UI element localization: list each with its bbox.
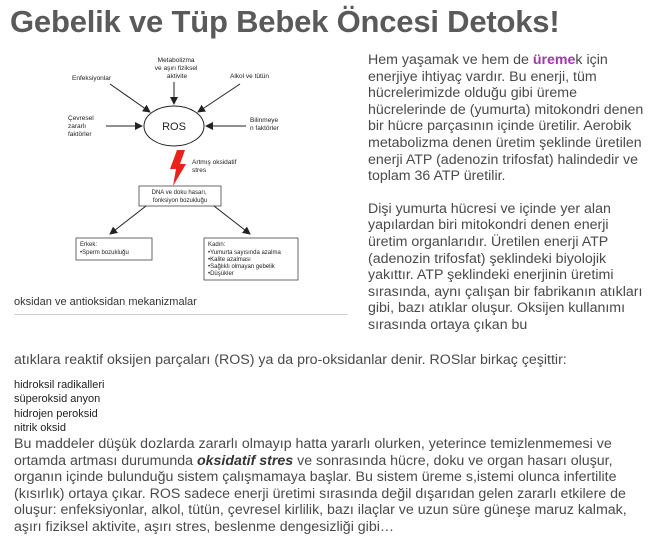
ros-mechanism-diagram — [14, 50, 348, 295]
arrow-female — [214, 206, 250, 234]
infection-label: Enfeksiyonlar — [72, 75, 112, 82]
p3-text-start: Bu maddeler düşük dozlarda zararlı olmayıp hatta yararlı olurken, yeterince temizlenmemesi ve ortamda artması durumunda — [14, 436, 612, 469]
arrow-alcohol — [198, 84, 240, 112]
arrow-infection — [110, 84, 150, 112]
page-title: Gebelik ve Tüp Bebek Öncesi Detoks! — [10, 4, 560, 39]
male-label: Erkek: •Sperm bozukluğu — [80, 242, 129, 256]
list-item: nitrik oksid — [14, 421, 66, 434]
environmental-label: Çevresel zararlı faktörler — [68, 115, 94, 138]
figure-caption: oksidan ve antioksidan mekanizmalar — [14, 296, 197, 308]
paragraph-mitochondria: Dişi yumurta hücresi ve içinde yer alan yapılardan biri mitokondri denen enerji üretim organlarıdır. Üretilen enerji ATP (adenozin trifosfat) şeklindeki biyolojik yakıttır. ATP şeklindeki enerjinin üretimi sırasında, aynı çalışan bir fabrikanın atıkları gibi, bazı atıklar oluşur. Oksijen kullanımı sırasında ortaya çıkan bu — [368, 200, 643, 333]
arrow-male — [110, 206, 146, 234]
damage-label: DNA ve doku hasarı, fonksiyon bozukluğu — [151, 190, 208, 204]
paragraph-ros-intro: atıklara reaktif oksijen parçaları (ROS) ya da pro-oksidanlar denir. ROSlar birkaç çeşittir: — [14, 352, 567, 368]
unknown-factors-label: Bilinmeye n faktörler — [250, 117, 279, 132]
paragraph-oxidative-stress — [14, 436, 654, 536]
intro-column — [368, 52, 650, 334]
ros-label: ROS — [162, 121, 186, 133]
caption-divider — [14, 314, 348, 315]
ros-types-list — [14, 378, 104, 435]
list-item: hidroksil radikalleri — [14, 379, 105, 391]
list-item: süperoksid anyon — [14, 393, 101, 406]
oxidative-stress-bolt-icon — [170, 150, 186, 186]
metabolism-label: Metabolizma ve aşırı fiziksel aktivite — [154, 57, 198, 80]
paragraph-energy — [368, 52, 650, 185]
list-item: hidrojen peroksid — [14, 407, 98, 420]
ureme-link[interactable]: üreme — [532, 52, 576, 68]
oxidative-stress-label: Artmış oksidatif stres — [192, 159, 237, 174]
alcohol-label: Alkol ve tütün — [230, 73, 270, 80]
p1-text-start: Hem yaşamak ve hem de — [368, 52, 533, 68]
p3-text-end: ve sonrasında hücre, doku ve organ hasarı oluşur, organın içinde bulunduğu sistem çalışmamaya başlar. Bu sistem üreme s,istemi olunca infertilite (kısırlık) ortaya çıkar. ROS sadece enerji üretimi sırasında değil dışarıdan gelen zararlı etkilere de oluşur: enfeksiyonlar, alkol, tütün, çevresel kirlilik, bazı ilaçlar ve uzun süre güneşe maruz kalmak, aşırı fiziksel aktivite, aşırı stres, beslenme dengesizliği gibi… — [14, 452, 627, 535]
female-label: Kadın: •Yumurta sayısında azalma •Kalite azalması •Sağlıklı olmayan gebelik •Düşükler — [208, 242, 281, 277]
oxidative-stress-emphasis: oksidatif stres — [196, 452, 294, 469]
p1-text-end: k için enerjiye ihtiyaç vardır. Bu enerji, tüm hücrelerimizde olduğu gibi üreme hücrelerinde de (yumurta) mitokondri denen bir hücre parçasının içinde üretilir. Aerobik metabolizma denen üretim şeklinde üretilen enerji ATP (adenozin trifosfat) halindedir ve toplam 36 ATP üretilir. — [368, 52, 644, 185]
